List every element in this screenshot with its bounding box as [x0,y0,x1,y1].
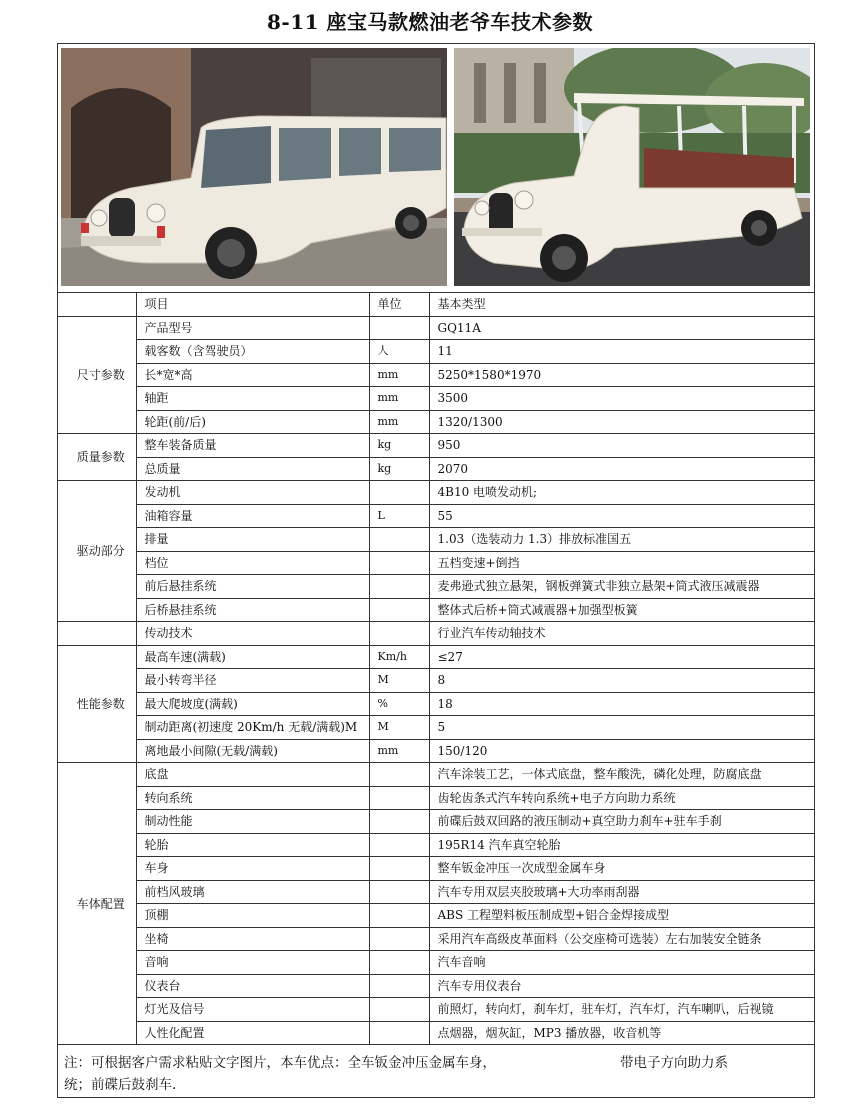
table-row [58,1021,814,1045]
group-body: 车体配置 [58,763,136,1045]
unit-cell [369,927,429,951]
unit-cell: mm [369,363,429,387]
table-row [58,692,814,716]
page-title: 8-11 座宝马款燃油老爷车技术参数 [266,10,593,34]
unit-cell [369,810,429,834]
header-item: 项目 [136,293,369,316]
unit-cell [369,598,429,622]
group-size: 尺寸参数 [58,316,136,434]
table-row [58,363,814,387]
table-row [58,974,814,998]
group-drive: 驱动部分 [58,481,136,622]
unit-cell [369,857,429,881]
footnote-part-3: 统；前碟后鼓刹车. [64,1077,177,1093]
group-blank [58,622,136,646]
table-row [58,316,814,340]
unit-cell [369,763,429,787]
item-cell: 前档风玻璃 [136,880,369,904]
table-row [58,457,814,481]
table-row [58,810,814,834]
group-performance: 性能参数 [58,645,136,763]
table-row [58,763,814,787]
unit-cell: L [369,504,429,528]
table-row [58,951,814,975]
value-cell: 行业汽车传动轴技术 [429,622,814,646]
value-cell: 150/120 [429,739,814,763]
value-cell: 五档变速+倒挡 [429,551,814,575]
value-cell: 整车钣金冲压一次成型金属车身 [429,857,814,881]
item-cell: 制动性能 [136,810,369,834]
value-cell: 采用汽车高级皮革面料（公交座椅可选装）左右加装安全链条 [429,927,814,951]
value-cell: 整体式后桥+筒式减震器+加强型板簧 [429,598,814,622]
value-cell: 前照灯，转向灯，刹车灯，驻车灯，汽车灯，汽车喇叭，后视镜 [429,998,814,1022]
footnote [64,1052,809,1096]
item-cell: 车身 [136,857,369,881]
unit-cell [369,575,429,599]
photo-strip [58,44,814,293]
table-row [58,786,814,810]
unit-cell: mm [369,410,429,434]
value-cell: GQ11A [429,316,814,340]
value-cell: 11 [429,340,814,364]
table-row [58,481,814,505]
value-cell: ≤27 [429,645,814,669]
item-cell: 发动机 [136,481,369,505]
item-cell: 轮距(前/后) [136,410,369,434]
table-row [58,833,814,857]
table-row [58,857,814,881]
value-cell: 齿轮齿条式汽车转向系统+电子方向助力系统 [429,786,814,810]
table-row [58,927,814,951]
unit-cell [369,880,429,904]
value-cell: ABS 工程塑料板压制成型+铝合金焊接成型 [429,904,814,928]
unit-cell [369,974,429,998]
item-cell: 传动技术 [136,622,369,646]
footnote-part-2: 带电子方向助力系 [620,1055,728,1071]
unit-cell [369,786,429,810]
item-cell: 前后悬挂系统 [136,575,369,599]
item-cell: 后桥悬挂系统 [136,598,369,622]
item-cell: 产品型号 [136,316,369,340]
item-cell: 制动距离(初速度 20Km/h 无载/满载)M [136,716,369,740]
vehicle-photo-open [454,48,810,286]
table-row [58,880,814,904]
item-cell: 最大爬坡度(满载) [136,692,369,716]
unit-cell [369,1021,429,1045]
item-cell: 坐椅 [136,927,369,951]
value-cell: 麦弗逊式独立悬架，钢板弹簧式非独立悬架+筒式液压减震器 [429,575,814,599]
unit-cell: Km/h [369,645,429,669]
table-row [58,504,814,528]
spec-sheet [57,43,815,1098]
unit-cell [369,481,429,505]
value-cell: 汽车专用双层夹胶玻璃+大功率雨刮器 [429,880,814,904]
header-unit: 单位 [369,293,429,316]
unit-cell [369,528,429,552]
value-cell: 1320/1300 [429,410,814,434]
item-cell: 仪表台 [136,974,369,998]
value-cell: 5250*1580*1970 [429,363,814,387]
value-cell: 汽车涂装工艺，一体式底盘，整车酸洗，磷化处理，防腐底盘 [429,763,814,787]
item-cell: 顶棚 [136,904,369,928]
spec-table [58,293,814,1045]
item-cell: 长*宽*高 [136,363,369,387]
table-row [58,528,814,552]
vehicle-photo-closed [61,48,447,286]
value-cell: 195R14 汽车真空轮胎 [429,833,814,857]
table-row [58,622,814,646]
value-cell: 8 [429,669,814,693]
unit-cell: M [369,716,429,740]
item-cell: 总质量 [136,457,369,481]
value-cell: 汽车专用仪表台 [429,974,814,998]
table-row [58,575,814,599]
table-row [58,434,814,458]
item-cell: 音响 [136,951,369,975]
value-cell: 18 [429,692,814,716]
group-mass: 质量参数 [58,434,136,481]
value-cell: 2070 [429,457,814,481]
unit-cell [369,833,429,857]
unit-cell: mm [369,739,429,763]
item-cell: 最小转弯半径 [136,669,369,693]
unit-cell: kg [369,434,429,458]
table-row [58,739,814,763]
unit-cell [369,551,429,575]
table-row [58,551,814,575]
item-cell: 排量 [136,528,369,552]
table-row [58,598,814,622]
unit-cell [369,622,429,646]
table-row [58,716,814,740]
header-blank [58,293,136,316]
item-cell: 灯光及信号 [136,998,369,1022]
table-row [58,669,814,693]
header-row [58,293,814,316]
unit-cell [369,316,429,340]
item-cell: 轮胎 [136,833,369,857]
value-cell: 点烟器，烟灰缸，MP3 播放器，收音机等 [429,1021,814,1045]
item-cell: 转向系统 [136,786,369,810]
item-cell: 档位 [136,551,369,575]
value-cell: 55 [429,504,814,528]
value-cell: 汽车音响 [429,951,814,975]
table-row [58,410,814,434]
unit-cell: mm [369,387,429,411]
item-cell: 整车装备质量 [136,434,369,458]
unit-cell: kg [369,457,429,481]
header-basic-type: 基本类型 [429,293,814,316]
item-cell: 离地最小间隙(无载/满载) [136,739,369,763]
table-row [58,904,814,928]
item-cell: 油箱容量 [136,504,369,528]
value-cell: 950 [429,434,814,458]
unit-cell: 人 [369,340,429,364]
table-row [58,340,814,364]
item-cell: 最高车速(满载) [136,645,369,669]
value-cell: 前碟后鼓双回路的液压制动+真空助力刹车+驻车手刹 [429,810,814,834]
item-cell: 底盘 [136,763,369,787]
item-cell: 轴距 [136,387,369,411]
table-row [58,645,814,669]
value-cell: 3500 [429,387,814,411]
unit-cell [369,998,429,1022]
unit-cell [369,951,429,975]
table-row [58,387,814,411]
unit-cell [369,904,429,928]
unit-cell: % [369,692,429,716]
value-cell: 5 [429,716,814,740]
unit-cell: M [369,669,429,693]
value-cell: 4B10 电喷发动机; [429,481,814,505]
item-cell: 人性化配置 [136,1021,369,1045]
item-cell: 载客数（含驾驶员） [136,340,369,364]
footnote-part-1: 注：可根据客户需求粘贴文字图片，本车优点：全车钣金冲压金属车身， [64,1055,496,1071]
table-row [58,998,814,1022]
value-cell: 1.03（选装动力 1.3）排放标准国五 [429,528,814,552]
